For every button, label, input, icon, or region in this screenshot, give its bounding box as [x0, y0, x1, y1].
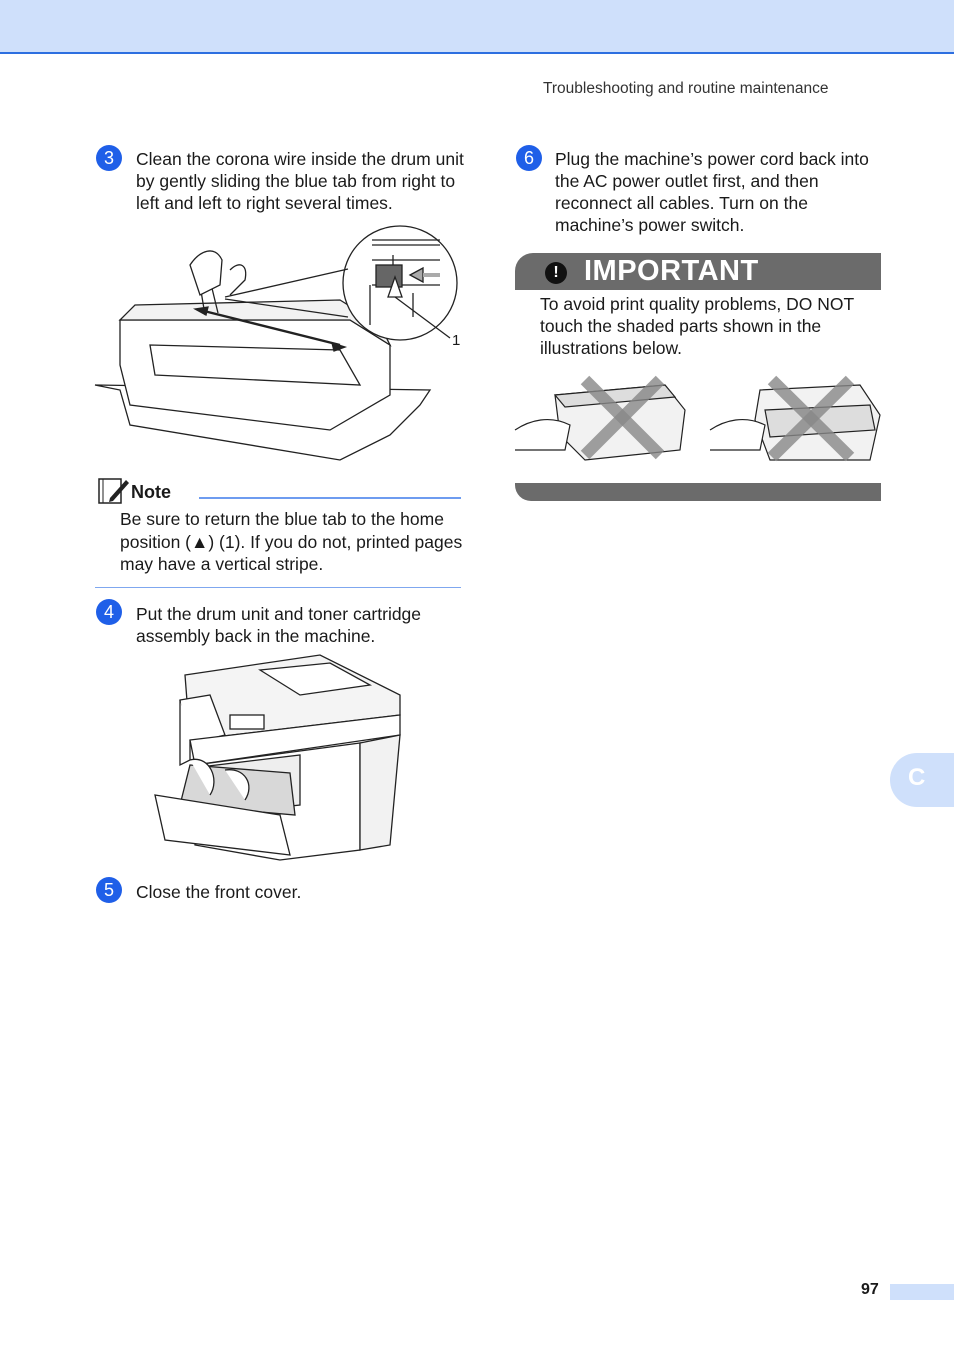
figure1-callout-label: 1 — [452, 332, 461, 349]
note-title: Note — [131, 482, 171, 502]
step-5-badge: 5 — [96, 877, 122, 903]
drum-cleaning-illustration — [90, 225, 465, 465]
section-title: Troubleshooting and routine maintenance — [543, 80, 829, 97]
warning-icon: ! — [545, 262, 567, 284]
important-body: To avoid print quality problems, DO NOT touch the shaded parts shown in the illustrations below. — [540, 294, 854, 358]
step-3-badge: 3 — [96, 145, 122, 171]
step-3-text: Clean the corona wire inside the drum unit by gently sliding the blue tab from right to left and left to right several times. — [136, 149, 464, 213]
do-not-touch-toner-illustration — [515, 375, 690, 465]
step-6-badge: 6 — [516, 145, 542, 171]
machine-illustration — [150, 655, 410, 865]
important-title: IMPORTANT — [584, 255, 759, 287]
chapter-tab[interactable] — [890, 753, 954, 807]
do-not-touch-drum-illustration — [710, 375, 885, 465]
note-divider-bottom — [95, 587, 461, 588]
footer-band — [890, 1284, 954, 1300]
note-pencil-icon — [98, 476, 130, 504]
note-body: Be sure to return the blue tab to the home position (▲) (1). If you do not, printed pages may have a vertical stripe. — [120, 509, 463, 574]
step-5-text: Close the front cover. — [136, 882, 302, 902]
page-number: 97 — [861, 1281, 879, 1298]
top-header-band — [0, 0, 954, 54]
chapter-tab-letter: C — [908, 764, 926, 791]
note-divider-top — [199, 497, 461, 499]
important-footer-bar — [515, 483, 881, 501]
step-4-text: Put the drum unit and toner cartridge assembly back in the machine. — [136, 604, 422, 646]
step-6-text: Plug the machine’s power cord back into the AC power outlet first, and then reconnect all cables. Turn on the machine’s power switch. — [555, 149, 869, 235]
step-4-badge: 4 — [96, 599, 122, 625]
